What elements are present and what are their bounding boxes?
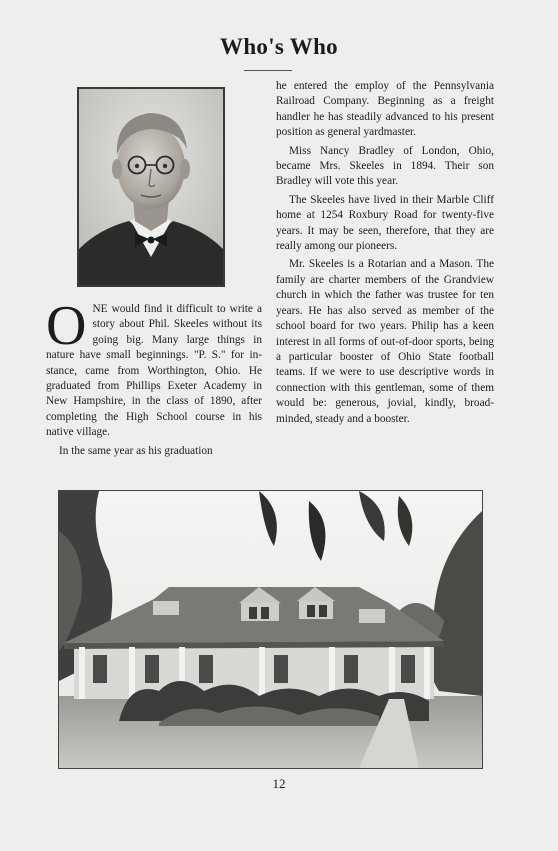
drop-cap: O [46,295,87,357]
paragraph: Miss Nancy Bradley of London, Ohio, became Mrs. Skeeles in 1894. Their son Bradley will vote this year. [276,144,494,188]
opening-paragraph [46,295,262,441]
paragraph: The Skeeles have lived in their Marble Cliff home at 1254 Roxbury Road for twenty-five years. It may be seen, therefore, that they are really among our pioneers. [276,193,494,253]
house-photo [58,490,483,769]
portrait-photo [77,87,225,287]
paragraph: he entered the employ of the Pennsylvania Railroad Company. Beginning as a freight handler he has steadily advanced to his present position as general yardmaster. [276,80,494,139]
right-column [276,79,494,427]
paragraph: Mr. Skeeles is a Rotarian and a Mason. The family are charter members of the Grandview church in which the father was trustee for ten years. He has also served as member of the school board for two years. Philip has a keen interest in all forms of out-of-door sports, being a particular booster of Ohio State football teams. If we were to use descriptive words in connection with this gentleman, some of them would be: generous, jovial, kindly, broad-minded, steady and a booster. [276,258,494,425]
page-number: 12 [272,776,286,791]
title-divider [244,70,292,71]
left-column [46,295,262,459]
paragraph-text: NE would find it difficult to write a story about Phil. Skeeles without its going big. Many large things in nature have small beginnings. "P. S." for instance, came from Worthington, Ohio. He graduated from Phillips Exeter Academy in New Hampshire, in the class of 1890, after completing the High School course in his native village. [46,303,262,439]
paragraph: In the same year as his graduation [59,444,213,457]
page-title: Who's Who [220,34,338,59]
